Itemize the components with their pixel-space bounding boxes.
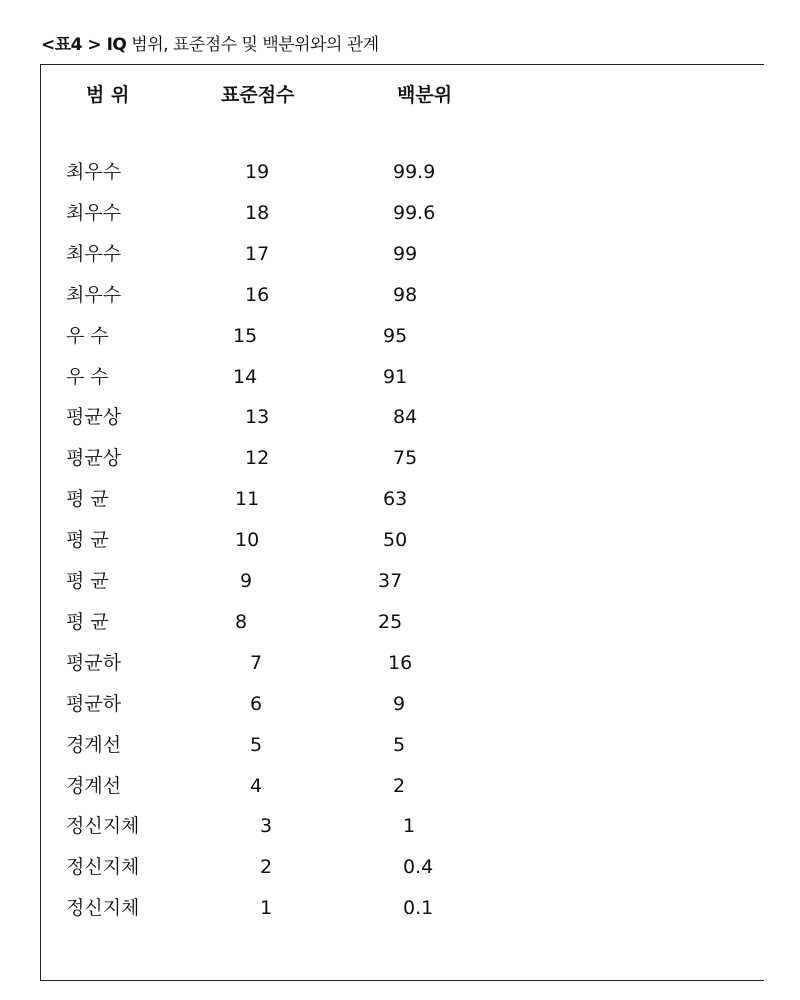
- cell-standard-score: 5: [250, 733, 263, 756]
- cell-range: 평균상: [66, 406, 122, 429]
- cell-standard-score: 15: [233, 324, 258, 347]
- cell-standard-score: 10: [235, 529, 260, 552]
- cell-range: 최우수: [66, 161, 122, 183]
- table-row: [0, 403, 760, 443]
- cell-standard-score: 16: [245, 283, 270, 306]
- table-row: [0, 608, 760, 648]
- table-row: [0, 567, 760, 607]
- cell-percentile: 2: [393, 774, 406, 797]
- cell-range: 정신지체: [66, 856, 140, 879]
- cell-standard-score: 2: [260, 856, 273, 879]
- cell-range: 정신지체: [66, 815, 140, 838]
- cell-standard-score: 4: [250, 774, 263, 797]
- cell-percentile: 63: [383, 488, 408, 511]
- cell-range: 최우수: [66, 201, 122, 224]
- cell-range: 경계선: [66, 733, 122, 756]
- cell-percentile: 75: [393, 447, 418, 470]
- cell-percentile: 50: [383, 529, 408, 552]
- cell-standard-score: 12: [245, 447, 270, 470]
- header-range: 범 위: [86, 84, 130, 106]
- cell-percentile: 0.1: [403, 897, 434, 920]
- cell-percentile: 91: [383, 365, 408, 388]
- table-row: [0, 199, 760, 239]
- cell-standard-score: 6: [250, 692, 263, 715]
- table-row: [0, 731, 760, 771]
- table-caption: [41, 30, 379, 55]
- cell-range: 평균상: [66, 447, 122, 470]
- cell-standard-score: 1: [260, 897, 273, 920]
- cell-range: 우 수: [66, 324, 109, 347]
- cell-range: 평 균: [66, 529, 109, 552]
- table-row: [0, 363, 760, 403]
- cell-percentile: 0.4: [403, 856, 434, 879]
- header-percentile: 백분위: [397, 84, 453, 106]
- cell-standard-score: 19: [245, 161, 270, 183]
- table-row: [0, 281, 760, 321]
- cell-range: 평 균: [66, 488, 109, 511]
- table-row: [0, 690, 760, 730]
- cell-standard-score: 18: [245, 201, 270, 224]
- cell-standard-score: 3: [260, 815, 273, 838]
- cell-range: 평 균: [66, 570, 109, 592]
- cell-percentile: 99.6: [393, 201, 436, 224]
- table-row: [0, 649, 760, 689]
- cell-percentile: 9: [393, 692, 406, 715]
- caption-text: 범위, 표준점수 및 백분위와의 관계: [131, 35, 379, 55]
- cell-percentile: 5: [393, 733, 406, 756]
- cell-range: 정신지체: [66, 897, 140, 920]
- caption-prefix: <표4 > IQ: [41, 35, 127, 55]
- cell-standard-score: 13: [245, 406, 270, 429]
- header-standard-score: 표준점수: [221, 84, 295, 106]
- cell-standard-score: 8: [235, 610, 248, 633]
- cell-range: 평 균: [66, 610, 109, 633]
- cell-range: 최우수: [66, 242, 122, 265]
- cell-percentile: 25: [378, 610, 403, 633]
- table-row: [0, 444, 760, 484]
- cell-standard-score: 17: [245, 242, 270, 265]
- table-row: [0, 812, 760, 852]
- table-row: [0, 526, 760, 566]
- cell-standard-score: 14: [233, 365, 258, 388]
- cell-range: 최우수: [66, 283, 122, 306]
- cell-standard-score: 7: [250, 651, 263, 674]
- cell-percentile: 99.9: [393, 161, 436, 183]
- cell-standard-score: 11: [235, 488, 260, 511]
- cell-range: 평균하: [66, 651, 122, 674]
- table-row: [0, 772, 760, 812]
- cell-range: 평균하: [66, 692, 122, 715]
- table-row: [0, 853, 760, 893]
- cell-percentile: 84: [393, 406, 418, 429]
- cell-standard-score: 9: [240, 570, 253, 592]
- table-row: [0, 158, 760, 198]
- cell-percentile: 16: [388, 651, 413, 674]
- table-row: [0, 485, 760, 525]
- table-row: [0, 894, 760, 934]
- cell-range: 경계선: [66, 774, 122, 797]
- table-row: [0, 322, 760, 362]
- cell-percentile: 1: [403, 815, 416, 838]
- cell-percentile: 37: [378, 570, 403, 592]
- cell-percentile: 95: [383, 324, 408, 347]
- cell-percentile: 99: [393, 242, 418, 265]
- cell-range: 우 수: [66, 365, 109, 388]
- table-row: [0, 240, 760, 280]
- cell-percentile: 98: [393, 283, 418, 306]
